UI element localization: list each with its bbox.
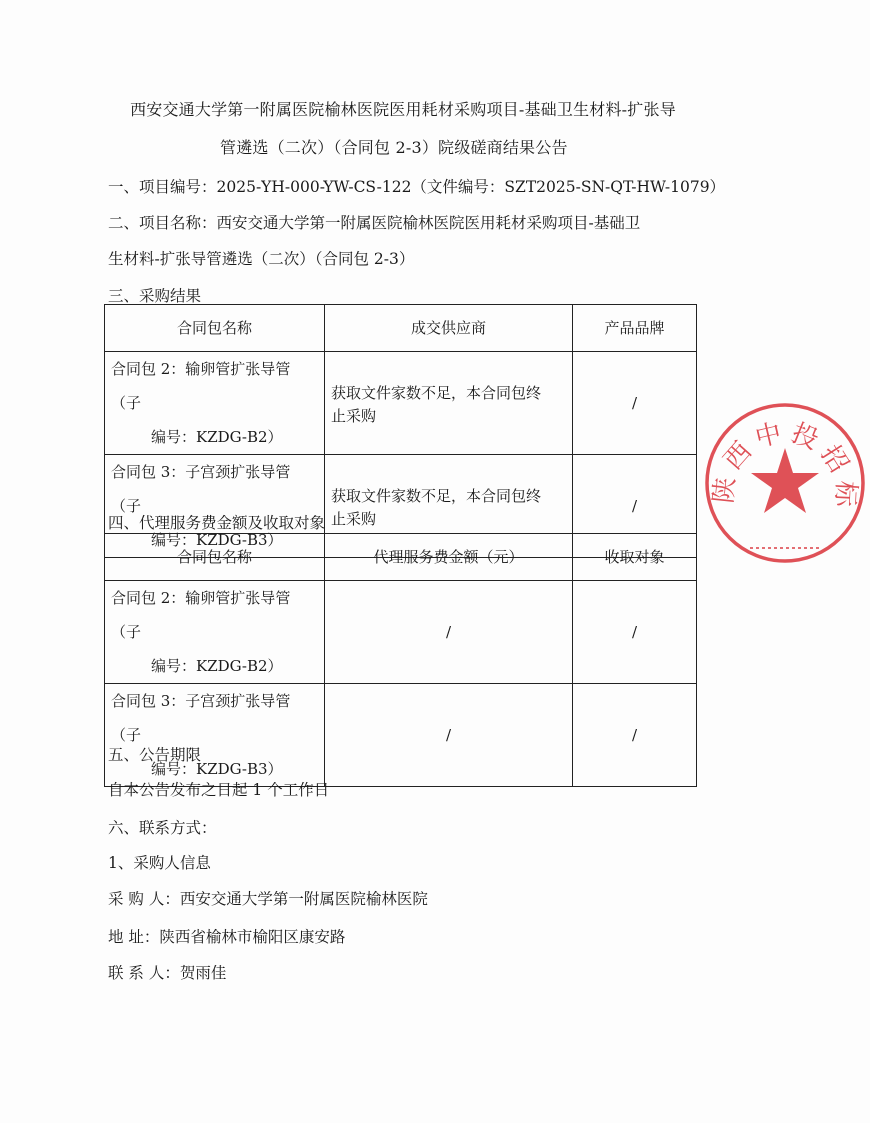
notice-period-heading: 五、公告期限 [108,746,202,764]
title-line-1: 西安交通大学第一附属医院榆林医院医用耗材采购项目-基础卫生材料-扩张导 [130,100,676,119]
package-name-line-1: 合同包 2：输卵管扩张导管（子 [111,589,291,641]
package-name-line-1: 合同包 2：输卵管扩张导管（子 [111,360,291,412]
seal-star-icon [751,448,819,513]
package-name-cell [105,684,325,787]
notice-period-text: 自本公告发布之日起 1 个工作日 [108,781,330,799]
contact-heading: 六、联系方式： [108,819,217,837]
table-header-row [105,305,697,352]
package-name-line-2: 编号：KZDG-B3） [151,531,283,549]
header-supplier: 成交供应商 [325,305,573,352]
package-name-line-1: 合同包 3：子宫颈扩张导管（子 [111,692,291,744]
supplier-line-2: 止采购 [331,510,377,528]
supplier-line-2: 止采购 [331,407,377,425]
package-name-cell [105,352,325,455]
fee-cell: / [325,684,573,787]
supplier-line-1: 获取文件家数不足，本合同包终 [331,384,542,402]
company-seal-stamp [700,398,870,568]
header-package-name: 合同包名称 [105,305,325,352]
header-package-name: 合同包名称 [105,534,325,581]
table-row [105,352,697,455]
header-brand: 产品品牌 [573,305,697,352]
title-line-2: 管遴选（二次）（合同包 2-3）院级磋商结果公告 [220,138,568,157]
table-header-row [105,534,697,581]
package-name-line-2: 编号：KZDG-B2） [151,657,283,675]
header-target: 收取对象 [573,534,697,581]
purchaser-info-heading: 1、采购人信息 [108,854,211,872]
brand-cell: / [573,455,697,558]
fee-cell: / [325,581,573,684]
table-row [105,684,697,787]
supplier-line-1: 获取文件家数不足，本合同包终 [331,487,542,505]
table-row [105,581,697,684]
purchaser-address: 地 址：陕西省榆林市榆阳区康安路 [108,928,346,946]
project-name-line-1: 二、项目名称：西安交通大学第一附属医院榆林医院医用耗材采购项目-基础卫 [108,214,641,232]
brand-cell: / [573,352,697,455]
purchaser-name: 采 购 人：西安交通大学第一附属医院榆林医院 [108,890,428,908]
supplier-cell [325,352,573,455]
purchaser-contact: 联 系 人：贺雨佳 [108,964,227,982]
target-cell: / [573,684,697,787]
header-fee: 代理服务费金额（元） [325,534,573,581]
project-name-line-2: 生材料-扩张导管遴选（二次）（合同包 2-3） [108,250,415,268]
package-name-line-2: 编号：KZDG-B2） [151,428,283,446]
procurement-result-heading: 三、采购结果 [108,287,202,305]
target-cell: / [573,581,697,684]
agency-fee-heading: 四、代理服务费金额及收取对象 [108,514,326,532]
package-name-line-1: 合同包 3：子宫颈扩张导管（子 [111,463,291,515]
package-name-cell [105,581,325,684]
package-name-line-2: 编号：KZDG-B3） [151,760,283,778]
project-number: 一、项目编号：2025-YH-000-YW-CS-122（文件编号：SZT2025-SN-QT-HW-1079） [108,178,726,196]
seal-text: 陕西中投招标 [708,417,861,514]
